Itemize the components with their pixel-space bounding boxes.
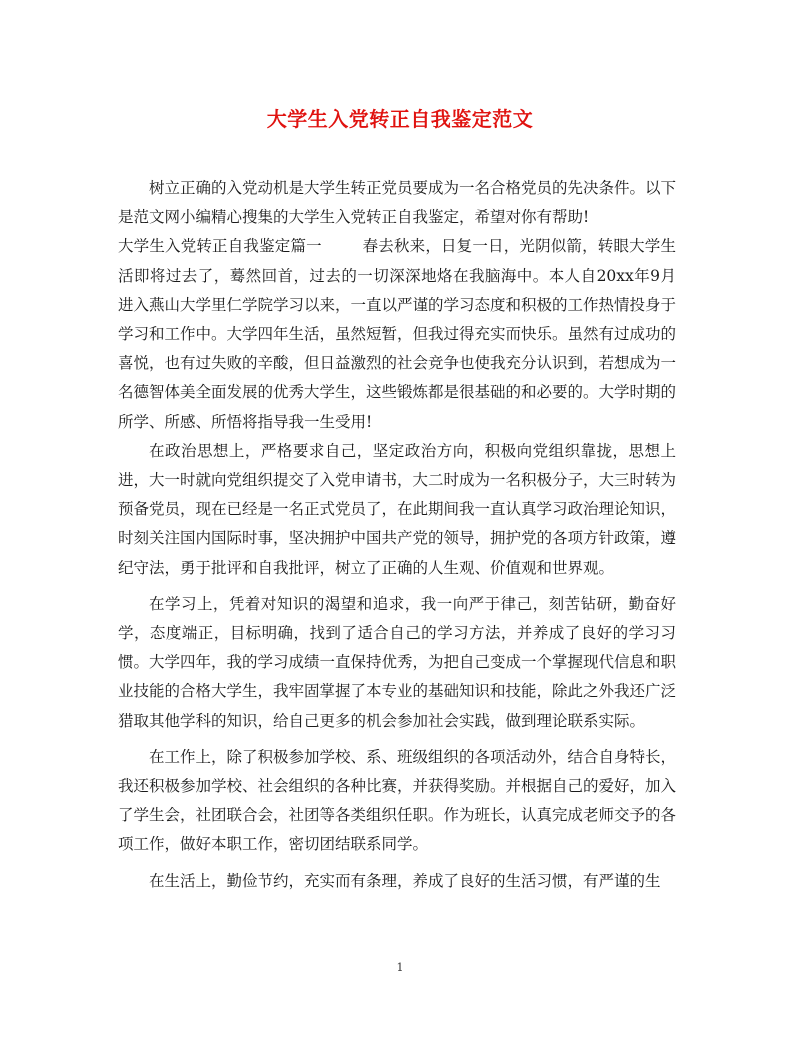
page-number: 1 (396, 961, 404, 974)
part1-heading: 大学生入党转正自我鉴定篇一 (118, 237, 322, 256)
study-paragraph: 在学习上，凭着对知识的渴望和追求，我一向严于律己，刻苦钻研，勤奋好学，态度端正，目标明确，找到了适合自己的学习方法，并养成了良好的学习习惯。大学四年，我的学习成绩一直保持优秀，为把自己变成一个掌握现代信息和职业技能的合格大学生，我牢固掌握了本专业的基础知识和技能，除此之外我还广泛猎取其他学科的知识，给自己更多的机会参加社会实践，做到理论联系实际。 (118, 594, 677, 730)
politics-paragraph: 在政治思想上，严格要求自己，坚定政治方向，积极向党组织靠拢，思想上进，大一时就向党组织提交了入党申请书，大二时成为一名积极分子，大三时转为预备党员，现在已经是一名正式党员了，在此期间我一直认真学习政治理论知识，时刻关注国内国际时事，坚决拥护中国共产党的领导，拥护党的各项方针政策，遵纪守法，勇于批评和自我批评，树立了正确的人生观、价值观和世界观。 (118, 441, 677, 577)
life-paragraph: 在生活上，勤俭节约，充实而有条理，养成了良好的生活习惯，有严谨的生 (149, 871, 661, 890)
intro-paragraph: 树立正确的入党动机是大学生转正党员要成为一名合格党员的先决条件。以下是范文网小编精心搜集的大学生入党转正自我鉴定，希望对你有帮助! (118, 179, 677, 227)
document-body (118, 174, 676, 896)
part1-paragraph (118, 232, 676, 436)
heading-spacer (322, 237, 363, 255)
page-title: 大学生入党转正自我鉴定范文 (266, 107, 534, 131)
work-paragraph: 在工作上，除了积极参加学校、系、班级组织的各项活动外，结合自身特长，我还积极参加学校、社会组织的各种比赛，并获得奖励。并根据自己的爱好，加入了学生会，社团联合会，社团等各类组织任职。作为班长，认真完成老师交予的各项工作，做好本职工作，密切团结联系同学。 (118, 747, 677, 854)
part1-text: 春去秋来，日复一日，光阴似箭，转眼大学生活即将过去了，蓦然回首，过去的一切深深地烙在我脑海中。本人自20xx年9月进入燕山大学里仁学院学习以来，一直以严谨的学习态度和积极的工作热情投身于学习和工作中。大学四年生活，虽然短暂，但我过得充实而快乐。虽然有过成功的喜悦，也有过失败的辛酸，但日益激烈的社会竞争也使我充分认识到，若想成为一名德智体美全面发展的优秀大学生，这些锻炼都是很基础的和必要的。大学时期的所学、所感、所悟将指导我一生受用! (118, 237, 677, 431)
